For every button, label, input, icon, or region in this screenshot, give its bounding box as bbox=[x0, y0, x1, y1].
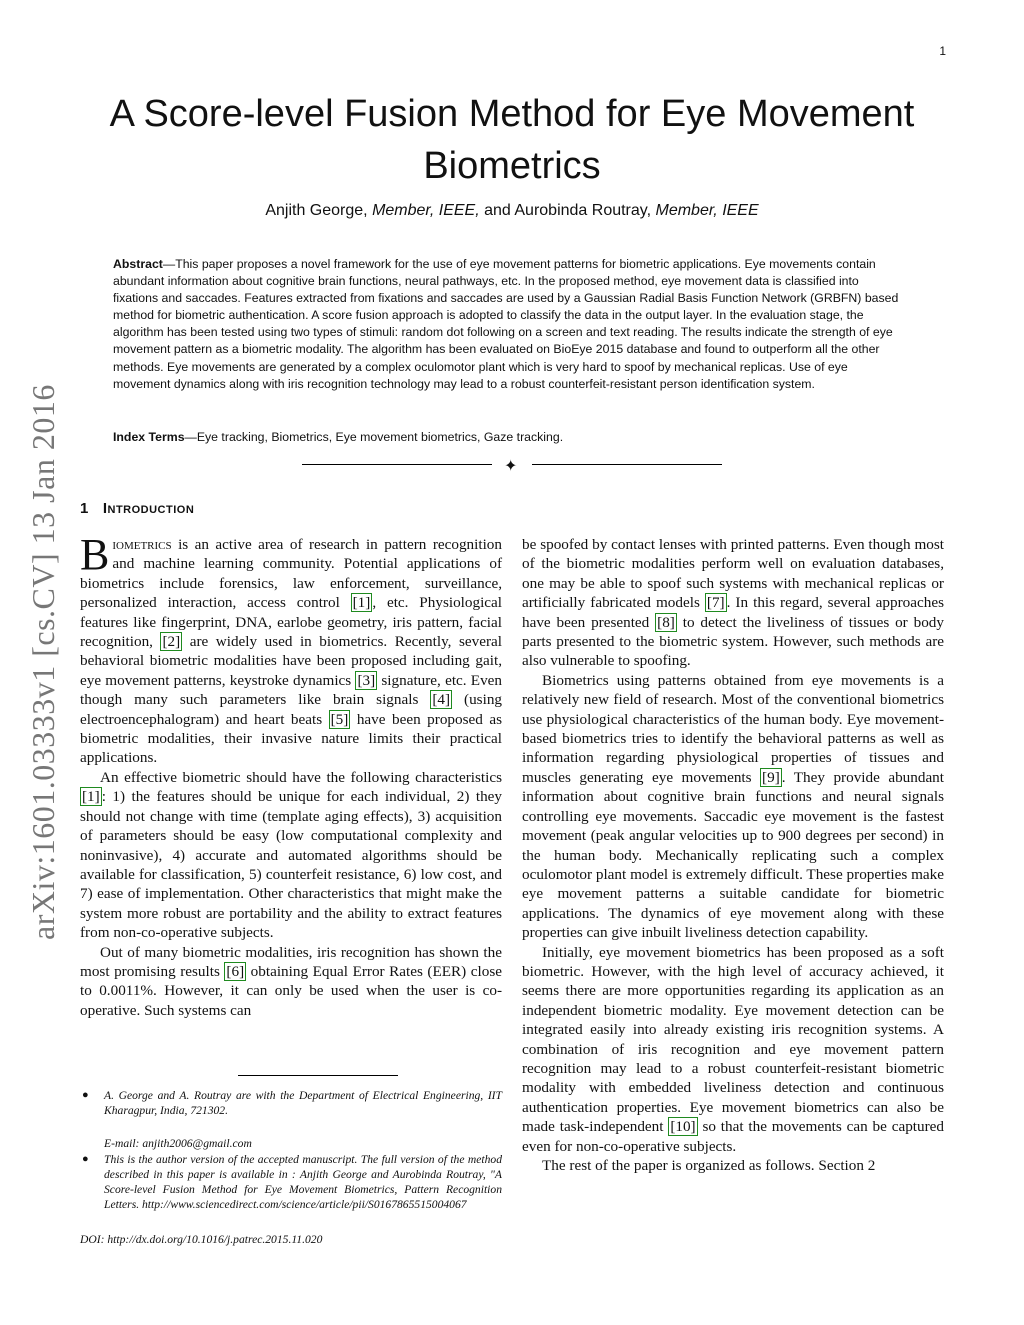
text-run: to detect the liveliness of tissues or body parts presented to the biometric system. However, such methods are also vulnerable to spoofing. bbox=[522, 613, 944, 670]
section-title: Introduction bbox=[102, 500, 195, 517]
drop-cap: B bbox=[80, 530, 110, 579]
column-left bbox=[80, 530, 503, 1020]
abstract bbox=[113, 256, 905, 393]
arxiv-stamp: arXiv:1601.03333v1 [cs.CV] 13 Jan 2016 bbox=[25, 384, 61, 940]
text-run: Out of many biometric modalities, iris recognition has shown the most promising results bbox=[80, 943, 502, 980]
paragraph bbox=[522, 535, 944, 671]
author-1-role: Member, IEEE, bbox=[372, 202, 480, 219]
footnote-version-note: This is the author version of the accepted manuscript. The full version of the method described in this paper is available in : Anjith George and Aurobinda Routray, "A Score-level Fusion Method for Eye Movement Biometrics, Pattern Recognition Letters. http://www.sciencedirect.com/science/article/pii/S0167865515004067 bbox=[104, 1152, 502, 1212]
text-run: , etc. Physiological features like fingerprint, DNA, earlobe geometry, iris pattern, facial recognition, bbox=[80, 594, 502, 651]
index-terms-label: Index Terms bbox=[113, 430, 185, 444]
text-run: An effective biometric should have the following characteristics bbox=[100, 768, 502, 786]
footnote-affiliation: A. George and A. Routray are with the Department of Electrical Engineering, IIT Kharagpur, India, 721302. bbox=[104, 1089, 502, 1118]
citation-link[interactable]: [9] bbox=[762, 768, 780, 786]
citation-link[interactable]: [3] bbox=[357, 671, 376, 689]
citation-link[interactable]: [6] bbox=[226, 962, 245, 980]
paragraph bbox=[522, 671, 944, 943]
bullet-icon: ● bbox=[82, 1152, 89, 1165]
citation-link[interactable]: [5] bbox=[330, 710, 349, 728]
divider-diamond-icon: ✦ bbox=[504, 458, 518, 475]
divider-line-right bbox=[532, 464, 722, 465]
text-run: so that the movements can be captured even for non-co-operative subjects. bbox=[522, 1118, 945, 1155]
text-run: : 1) the features should be unique for each individual, 2) they should not change with time (template aging effects), 3) acquisition of parameters should be easy (low computational complexity and noninvasive), 4) accurate and automated algorithms should be available for classification, 5) counterfeit resistance, 6) low cost, and 7) ease of implementation. Other characteristics that might make the system more robust are portability and the ability to extract features from non-co-operative subjects. bbox=[80, 788, 502, 942]
citation-link[interactable]: [8] bbox=[657, 613, 675, 631]
citation-link[interactable]: [10] bbox=[670, 1118, 696, 1136]
text-run: are widely used in biometrics. Recently, several behavioral biometric modalities have been proposed including gait, eye movement patterns, keystroke dynamics bbox=[80, 633, 502, 689]
paragraph bbox=[80, 530, 503, 768]
text-run: is an active area of research in pattern recognition and machine learning community. Potential applications of biometrics include forensics, law enforcement, surveillance, personalized interaction, access control bbox=[80, 536, 502, 612]
divider-line-left bbox=[302, 464, 492, 465]
author-2: and Aurobinda Routray, bbox=[484, 202, 652, 219]
bullet-icon: ● bbox=[82, 1089, 89, 1101]
citation-link[interactable]: [4] bbox=[432, 691, 451, 709]
author-line bbox=[60, 202, 964, 220]
column-right bbox=[522, 535, 944, 1175]
abstract-label: Abstract bbox=[113, 257, 163, 271]
text-run: signature, etc. Even though many such parameters like brain signals bbox=[80, 671, 503, 709]
citation-link[interactable]: [2] bbox=[162, 633, 181, 651]
doi-line: DOI: http://dx.doi.org/10.1016/j.patrec.2015.11.020 bbox=[80, 1233, 323, 1246]
citation-link[interactable]: [7] bbox=[706, 594, 725, 612]
index-terms-text: —Eye tracking, Biometrics, Eye movement biometrics, Gaze tracking. bbox=[184, 430, 564, 444]
text-run: Biometrics using patterns obtained from eye movements is a relatively new field of research. Most of the conventional biometrics use physiological characteristics of the human body. Eye movement-based biometrics tries to identify the behavioral patterns as well as information regarding physiological properties of tissues and muscles generating eye movements bbox=[522, 671, 944, 786]
paragraph bbox=[522, 1156, 944, 1175]
footnote-item bbox=[80, 1088, 502, 1152]
text-run: (using electroencephalogram) and heart beats bbox=[80, 691, 502, 728]
index-terms bbox=[113, 430, 905, 444]
paragraph bbox=[80, 943, 502, 1021]
section-number: 1 bbox=[80, 500, 89, 517]
text-run: . In this regard, several approaches have been presented bbox=[522, 594, 944, 631]
page-number: 1 bbox=[939, 44, 946, 58]
paragraph bbox=[80, 768, 502, 943]
footnote-rule bbox=[238, 1075, 398, 1076]
section-divider bbox=[300, 457, 724, 473]
author-2-role: Member, IEEE bbox=[655, 202, 759, 219]
citation-link[interactable]: [1] bbox=[82, 788, 100, 806]
text-run: Initially, eye movement biometrics has been proposed as a soft biometric. However, with the high level of accuracy achieved, it seems there are more opportunities regarding its application as an independent biometric modality. Eye movement detection can be integrated easily into already existing iris recognition systems. A combination of iris recognition and eye movement pattern recognition may lead to a robust counterfeit-resistant biometric modality with embedded liveliness detection and continuous authentication properties. Eye movement biometrics can also be made task-independent bbox=[522, 943, 944, 1136]
text-run: The rest of the paper is organized as follows. Section 2 bbox=[542, 1157, 876, 1174]
text-run: . They provide abundant information about cognitive brain functions and neural signals controlling eye movements. Saccadic eye movement is the fastest movement (peak angular velocities up to 900 degrees per second) in the human body. Mechanically replicating such a complex oculomotor plant model is extremely difficult. These properties make eye movement patterns a suitable candidate for biometric applications. The dynamics of eye movement along with these properties can give inbuilt liveliness detection capability. bbox=[522, 768, 944, 942]
paragraph bbox=[522, 943, 944, 1156]
text-run: obtaining Equal Error Rates (EER) close to 0.0011%. However, it can only be used when the user is co-operative. Such systems can bbox=[80, 962, 502, 1019]
paper-title: A Score-level Fusion Method for Eye Movement Biometrics bbox=[109, 93, 915, 187]
text-run: be spoofed by contact lenses with printed patterns. Even though most of the biometric modalities perform well on evaluation databases, one may be able to spoof such systems with mechanical replicas or artificially fabricated models bbox=[522, 536, 944, 612]
footnotes bbox=[80, 1088, 502, 1212]
smallcaps-word: iometrics bbox=[112, 536, 172, 553]
footnote-item bbox=[80, 1152, 502, 1213]
footnote-email: E-mail: anjith2006@gmail.com bbox=[104, 1137, 252, 1151]
citation-link[interactable]: [1] bbox=[352, 594, 371, 612]
author-1: Anjith George, bbox=[265, 202, 368, 219]
text-run: have been proposed as biometric modalities, their invasive nature limits their practical applications. bbox=[80, 710, 503, 767]
abstract-text: —This paper proposes a novel framework for the use of eye movement patterns for biometric applications. Eye movements contain abundant information about cognitive brain functions, neural pathways, etc. In the proposed method, eye movement data is classified into fixations and saccades. Features extracted from fixations and saccades are used by a Gaussian Radial Basis Function Network (GRBFN) based method for biometric authentication. A score fusion approach is adopted to classify the data in the output layer. In the evaluation stage, the algorithm has been tested using two types of stimuli: random dot following on a screen and text reading. The results indicate the strength of eye movement pattern as a biometric modality. The algorithm has been evaluated on BioEye 2015 database and found to outperform all the other methods. Eye movements are generated by a complex oculomotor plant which is very hard to spoof by mechanical replicas. Use of eye movement dynamics along with iris recognition technology may lead to a robust counterfeit-resistant person identification system. bbox=[113, 257, 899, 391]
section-heading bbox=[80, 500, 194, 517]
